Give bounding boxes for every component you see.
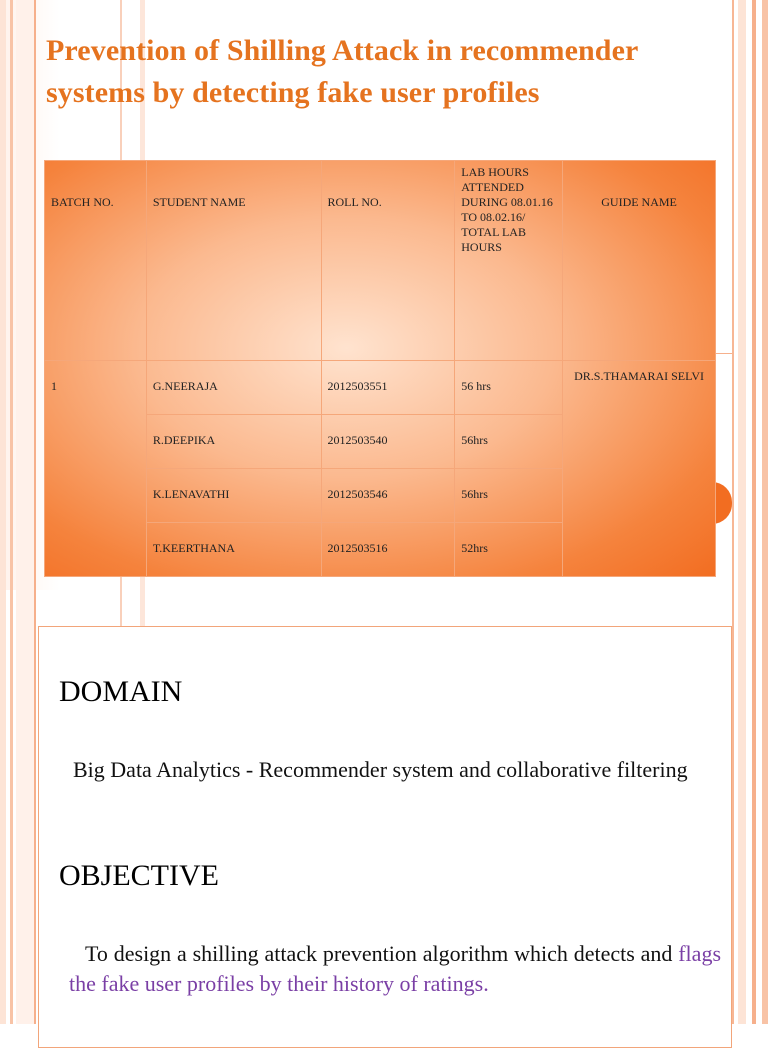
- header-guide-name: GUIDE NAME: [601, 195, 677, 209]
- decor-stripe: [752, 0, 756, 1024]
- objective-heading: OBJECTIVE: [59, 859, 219, 892]
- batch-cell: [45, 361, 147, 577]
- table-cell: [455, 415, 563, 469]
- header-cell: [146, 161, 321, 361]
- decor-stripe: [10, 0, 13, 1024]
- objective-text: [69, 939, 721, 999]
- header-cell: [321, 161, 455, 361]
- table-cell: [455, 361, 563, 415]
- table-cell: [321, 415, 455, 469]
- slide-title: Prevention of Shilling Attack in recommender systems by detecting fake user profiles: [46, 34, 638, 109]
- decor-stripe: [732, 0, 734, 1024]
- domain-text: Big Data Analytics - Recommender system and collaborative filtering: [73, 757, 688, 782]
- objective-text-highlight: flags the fake user profiles by their history of ratings.: [69, 941, 721, 996]
- content-box: [38, 626, 732, 1048]
- header-lab-hours: LAB HOURS ATTENDED DURING 08.01.16 TO 08.02.16/ TOTAL LAB HOURS: [461, 165, 553, 254]
- decor-stripe: [762, 0, 768, 1024]
- student-name: T.KEERTHANA: [152, 541, 235, 555]
- table-cell: [321, 469, 455, 523]
- table-header-row: [45, 161, 716, 361]
- decor-stripe: [34, 0, 36, 1024]
- roll-number: 2012503516: [327, 541, 388, 555]
- header-student-name: STUDENT NAME: [152, 195, 246, 209]
- table-cell: [146, 523, 321, 577]
- guide-cell: [563, 361, 716, 577]
- header-batch-no: BATCH NO.: [51, 195, 114, 209]
- batch-table: [44, 160, 716, 577]
- header-roll-no: ROLL NO.: [327, 195, 382, 209]
- student-name: K.LENAVATHI: [152, 487, 230, 501]
- table-cell: [455, 523, 563, 577]
- table-cell: [321, 361, 455, 415]
- lab-hours: 52hrs: [461, 541, 488, 555]
- table-cell: [321, 523, 455, 577]
- roll-number: 2012503546: [327, 487, 388, 501]
- guide-name: DR.S.THAMARAI SELVI: [574, 369, 705, 383]
- roll-number: 2012503551: [327, 379, 388, 393]
- table-cell: [146, 361, 321, 415]
- roll-number: 2012503540: [327, 433, 388, 447]
- objective-text-plain: To design a shilling attack prevention algorithm which detects and: [85, 941, 679, 966]
- decor-stripe: [16, 0, 34, 1024]
- header-cell: [455, 161, 563, 361]
- domain-heading: DOMAIN: [59, 675, 183, 708]
- lab-hours: 56hrs: [461, 433, 488, 447]
- batch-number: 1: [51, 379, 57, 393]
- table-cell: [455, 469, 563, 523]
- header-cell: [45, 161, 147, 361]
- table-cell: [146, 415, 321, 469]
- header-cell: [563, 161, 716, 361]
- table-row: [45, 361, 716, 415]
- student-name: G.NEERAJA: [152, 379, 218, 393]
- decor-stripe: [0, 0, 6, 1024]
- lab-hours: 56 hrs: [461, 379, 491, 393]
- lab-hours: 56hrs: [461, 487, 488, 501]
- table-cell: [146, 469, 321, 523]
- decor-stripe: [738, 0, 746, 1024]
- student-name: R.DEEPIKA: [152, 433, 216, 447]
